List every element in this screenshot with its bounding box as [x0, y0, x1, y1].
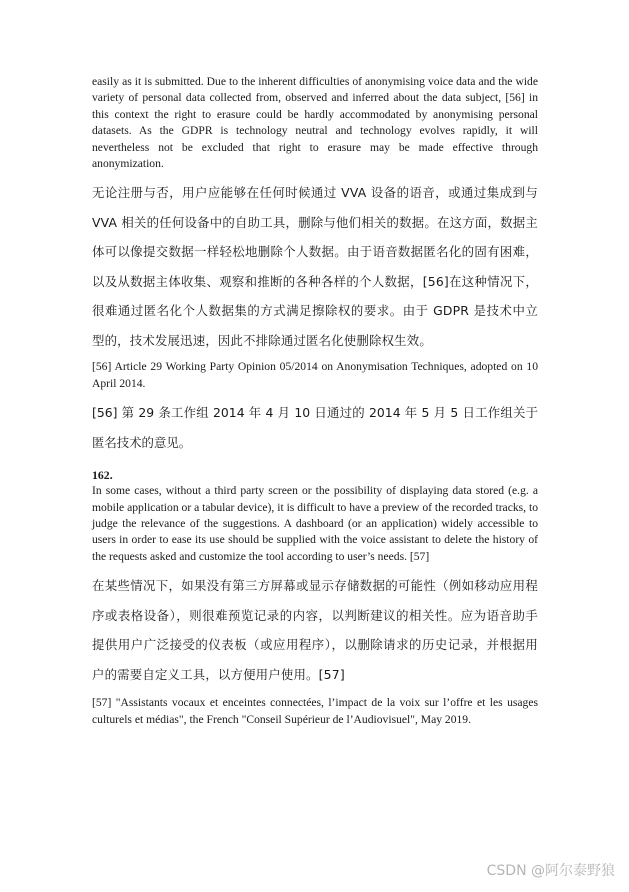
watermark: CSDN @阿尔泰野狼: [486, 863, 615, 879]
paragraph-1-english: easily as it is submitted. Due to the inherent difficulties of anonymising voice data and the wide variety of personal data collected from, observed and inferred about the data subject, [56] in this context the right to erasure could be hardly accommodated by anonymising personal datasets. As the GDPR is technology neutral and technology evolves rapidly, it will nevertheless not be excluded that right to erasure may be made effective through anonymization.: [92, 75, 538, 171]
paragraph-1-chinese: 无论注册与否，用户应能够在任何时候通过 VVA 设备的语音，或通过集成到与 VVA 相关的任何设备中的自助工具，删除与他们相关的数据。在这方面，数据主体可以像提交数据一样轻松地删除个人数据。由于语音数据匿名化的固有困难，以及从数据主体收集、观察和推断的各种各样的个人数据，[56]在这种情况下，很难通过匿名化个人数据集的方式满足擦除权的要求。由于 GDPR 是技术中立型的，技术发展迅速，因此不排除通过匿名化使删除权生效。: [92, 185, 538, 348]
document-page: [92, 74, 538, 728]
paragraph-2-chinese: 在某些情况下，如果没有第三方屏幕或显示存储数据的可能性（例如移动应用程序或表格设备），则很难预览记录的内容，以判断建议的相关性。应为语音助手提供用户广泛接受的仪表板（或应用程序），以删除请求的历史记录，并根据用户的需要自定义工具，以方便用户使用。[57]: [92, 578, 538, 682]
paragraph-2-english: In some cases, without a third party screen or the possibility of displaying data stored (e.g. a mobile application or a tabular device), it is difficult to have a preview of the recorded tracks, to judge the relevance of the suggestions. A dashboard (or an application) widely accessible to users in order to ease its use should be supplied with the voice assistant to delete the history of the requests asked and customize the tool according to user’s needs. [57]: [92, 484, 538, 563]
footnote-56-english: [56] Article 29 Working Party Opinion 05/2014 on Anonymisation Techniques, adopted on 10 April 2014.: [92, 360, 538, 390]
footnote-56-chinese: [56] 第 29 条工作组 2014 年 4 月 10 日通过的 2014 年 5 月 5 日工作组关于匿名技术的意见。: [92, 405, 538, 450]
footnote-57-english: [57] "Assistants vocaux et enceintes connectées, l’impact de la voix sur l’offre et les usages culturels et médias", the French "Conseil Supérieur de l’Audiovisuel", May 2019.: [92, 696, 538, 726]
section-number: 162.: [92, 468, 113, 483]
